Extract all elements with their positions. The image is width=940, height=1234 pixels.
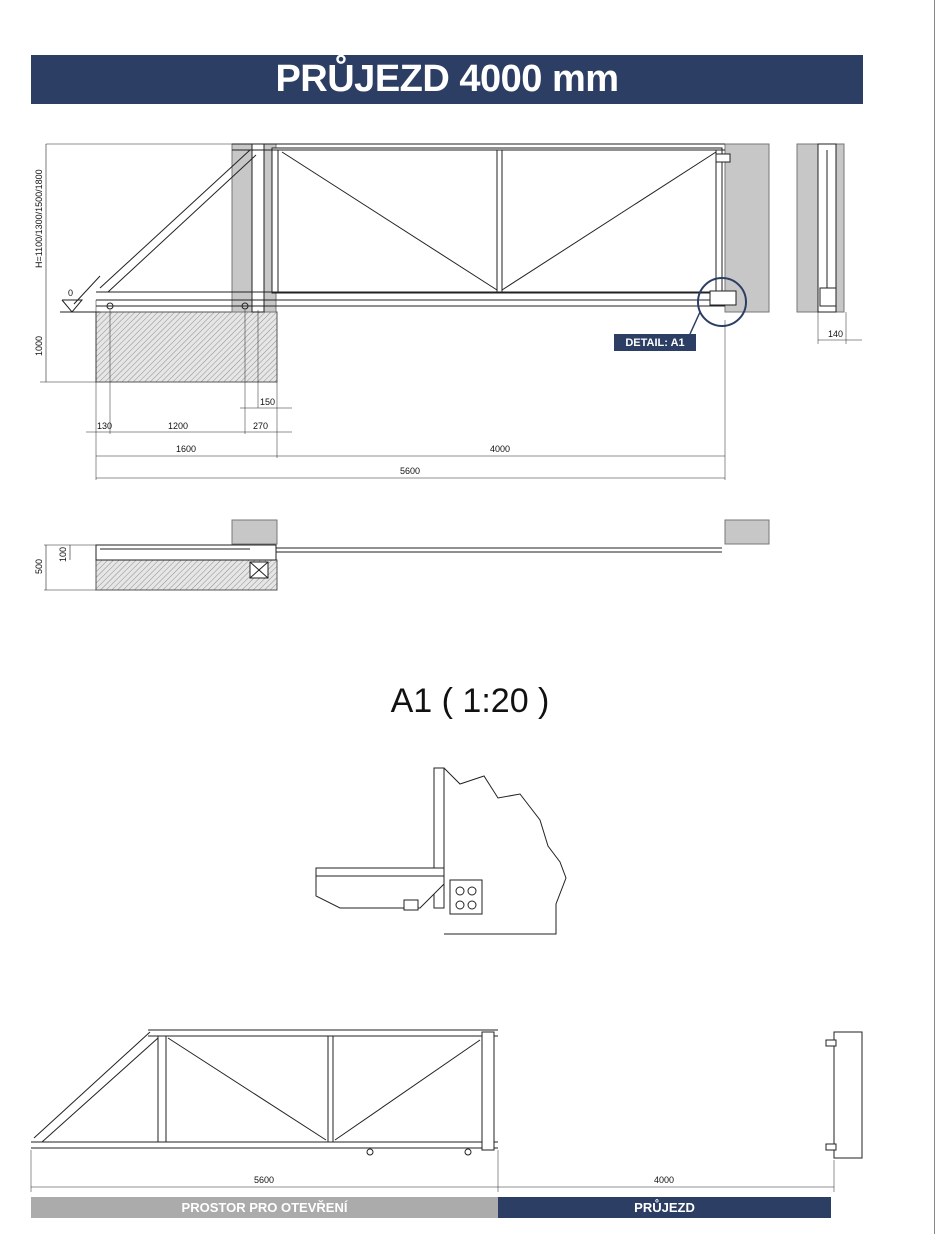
right-pillar (725, 144, 769, 312)
level-label: 0 (68, 288, 74, 298)
plan-view (44, 520, 769, 590)
open-dim-5600-label: 5600 (254, 1175, 275, 1185)
foundation-block (96, 312, 277, 382)
detail-a1-drawing (316, 768, 566, 934)
depth-dimension-label: 1000 (34, 335, 44, 356)
open-gate-elevation (31, 1030, 862, 1192)
side-dim-140-label: 140 (828, 329, 844, 339)
plan-dim-100-label: 100 (58, 546, 68, 562)
height-dimension-label: H=1100/1300/1500/1800 (34, 169, 44, 268)
passage-bar (498, 1197, 831, 1218)
page-title: PRŮJEZD 4000 mm (275, 58, 619, 100)
dim-4000-label: 4000 (490, 444, 511, 454)
dim-270-label: 270 (253, 421, 269, 431)
detail-heading: A1 ( 1:20 ) (390, 682, 550, 720)
open-space-bar (31, 1197, 498, 1218)
dim-1600-label: 1600 (176, 444, 197, 454)
front-elevation (40, 144, 769, 480)
open-dim-4000-label: 4000 (654, 1175, 675, 1185)
open-space-label: PROSTOR PRO OTEVŘENÍ (181, 1200, 348, 1215)
dim-150-label: 150 (260, 397, 276, 407)
dim-1200-label: 1200 (168, 421, 189, 431)
dim-5600-label: 5600 (400, 466, 421, 476)
plan-dim-500-label: 500 (34, 558, 44, 574)
passage-label: PRŮJEZD (634, 1200, 695, 1215)
dim-130-label: 130 (97, 421, 113, 431)
detail-a1-badge: DETAIL: A1 (614, 334, 696, 351)
gate-post (252, 144, 264, 312)
side-view (797, 144, 862, 344)
